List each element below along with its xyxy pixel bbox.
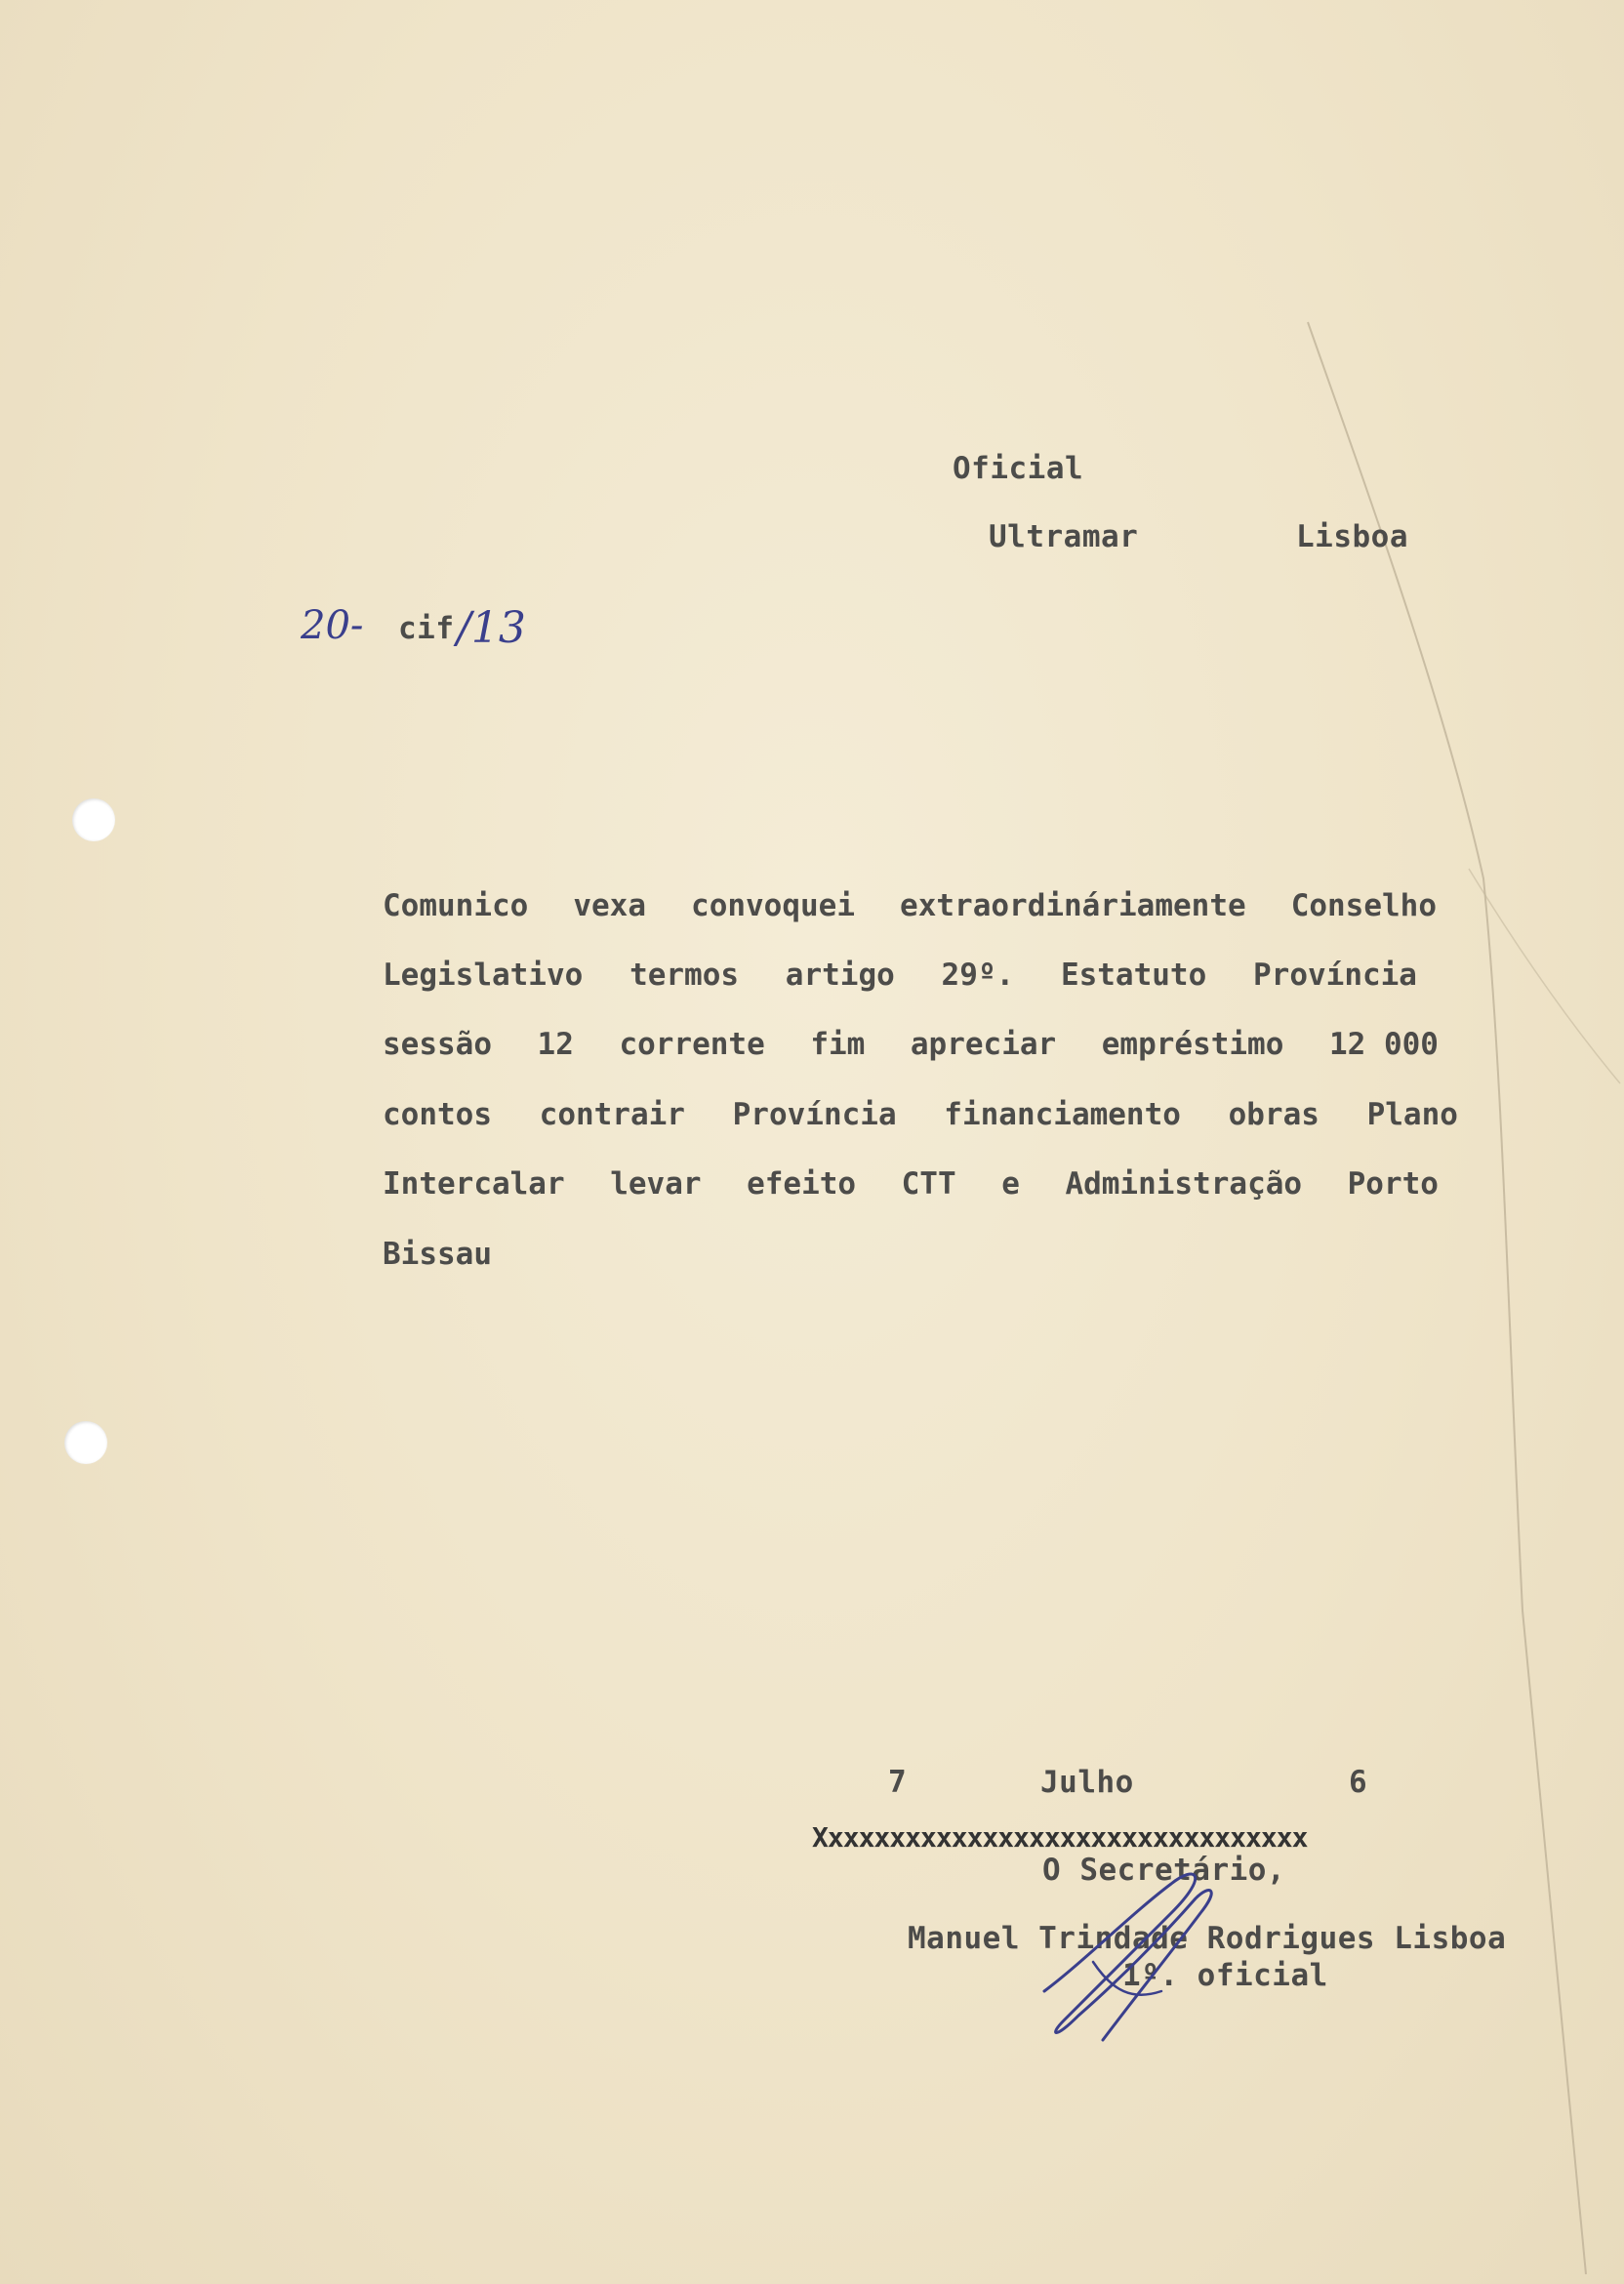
body-word: contos	[383, 1097, 492, 1132]
reference-handwritten-prefix: 20-	[301, 603, 364, 648]
body-word: extraordináriamente	[900, 888, 1246, 923]
header-official: Oficial	[953, 451, 1084, 486]
body-word: convoquei	[691, 888, 856, 923]
signature	[1025, 1845, 1259, 2050]
date-month: Julho	[1040, 1765, 1134, 1800]
body-word: contrair	[539, 1097, 685, 1132]
closing-title: O Secretário,	[1042, 1853, 1286, 1888]
body-word: 12	[537, 1027, 574, 1062]
body-word: Província	[1253, 958, 1417, 993]
body-word: obras	[1228, 1097, 1320, 1132]
body-word: Legislativo	[383, 958, 584, 993]
body-line-6	[383, 1237, 1456, 1272]
date-year: 6	[1349, 1765, 1368, 1800]
body-word: Plano	[1366, 1097, 1458, 1132]
body-word: Província	[732, 1097, 897, 1132]
body-word: efeito	[747, 1166, 857, 1202]
punch-hole-bottom	[64, 1421, 107, 1464]
struck-out-line: Xxxxxxxxxxxxxxxxxxxxxxxxxxxxxxxx	[812, 1821, 1308, 1854]
body-word: Administração	[1065, 1166, 1303, 1202]
punch-hole-top	[72, 798, 115, 841]
body-word: 29º.	[941, 958, 1015, 993]
date-day: 7	[888, 1765, 908, 1800]
reference-typed: cif	[398, 611, 455, 646]
body-line-4	[383, 1097, 1458, 1132]
body-word: Estatuto	[1060, 958, 1207, 993]
body-word: e	[1001, 1166, 1020, 1202]
body-word: fim	[810, 1027, 866, 1062]
body-word: Conselho	[1290, 888, 1437, 923]
body-word: apreciar	[910, 1027, 1057, 1062]
body-word: empréstimo	[1101, 1027, 1284, 1062]
header-ultramar: Ultramar	[989, 519, 1139, 554]
body-word: artigo	[785, 958, 895, 993]
body-word: 12 000	[1328, 1027, 1439, 1062]
body-word: levar	[610, 1166, 702, 1202]
reference-handwritten-suffix: /13	[457, 603, 526, 653]
body-word: corrente	[619, 1027, 765, 1062]
header-lisboa: Lisboa	[1296, 519, 1408, 554]
body-line-1	[383, 888, 1437, 923]
body-word: financiamento	[944, 1097, 1181, 1132]
closing-role: 1º. oficial	[1122, 1958, 1328, 1993]
body-word: termos	[629, 958, 740, 993]
body-word: CTT	[901, 1166, 956, 1202]
body-word: Bissau	[383, 1237, 492, 1272]
body-word: sessão	[383, 1027, 492, 1062]
body-word: Intercalar	[383, 1166, 565, 1202]
closing-name: Manuel Trindade Rodrigues Lisboa	[908, 1921, 1507, 1956]
body-word: Porto	[1347, 1166, 1439, 1202]
body-word: Comunico	[383, 888, 529, 923]
body-line-5	[383, 1166, 1439, 1202]
body-line-3	[383, 1027, 1439, 1062]
body-word: vexa	[573, 888, 646, 923]
body-line-2	[383, 958, 1417, 993]
